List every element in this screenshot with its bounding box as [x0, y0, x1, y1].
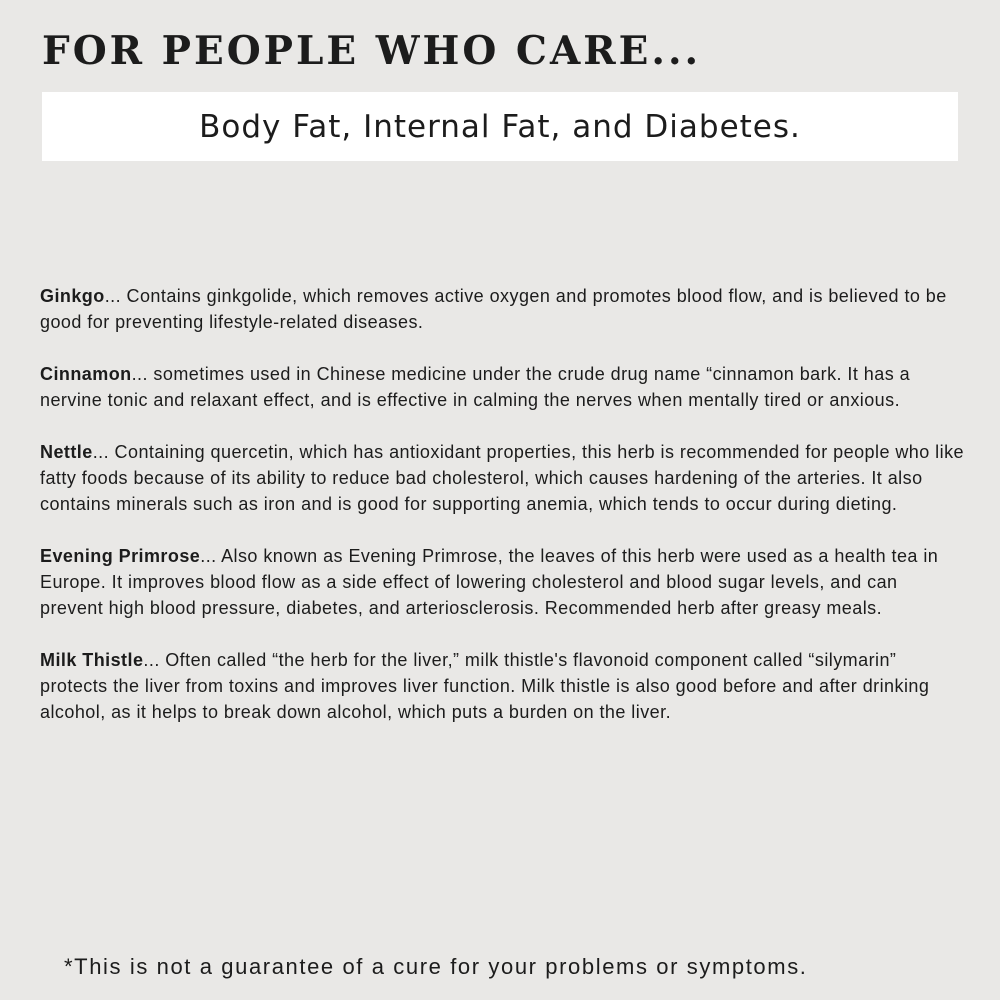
subtitle-text: Body Fat, Internal Fat, and Diabetes.: [199, 108, 801, 145]
herb-name: Nettle: [40, 442, 93, 462]
herb-name: Milk Thistle: [40, 650, 144, 670]
herb-description: Containing quercetin, which has antioxidant properties, this herb is recommended for people who like fatty foods because of its ability to reduce bad cholesterol, which causes hardening of the arteries. It also contains minerals such as iron and is good for supporting anemia, which tends to occur during dieting.: [40, 442, 964, 514]
herb-description: Often called “the herb for the liver,” milk thistle's flavonoid component called “silymarin” protects the liver from toxins and improves liver function. Milk thistle is also good before and after drinking alcohol, as it helps to break down alcohol, which puts a burden on the liver.: [40, 650, 930, 722]
herb-description: Also known as Evening Primrose, the leaves of this herb were used as a health tea in Europe. It improves blood flow as a side effect of lowering cholesterol and blood sugar levels, and can prevent high blood pressure, diabetes, and arteriosclerosis. Recommended herb after greasy meals.: [40, 546, 939, 618]
herb-description: Contains ginkgolide, which removes active oxygen and promotes blood flow, and is believed to be good for preventing lifestyle-related diseases.: [40, 286, 947, 332]
herb-separator: ...: [92, 442, 115, 462]
herb-list: [40, 283, 965, 751]
herb-separator: ...: [131, 364, 154, 384]
herb-item-nettle: [40, 439, 965, 517]
subtitle-banner: [42, 92, 958, 161]
herb-description: sometimes used in Chinese medicine under the crude drug name “cinnamon bark. It has a nervine tonic and relaxant effect, and is effective in calming the nerves when mentally tired or anxious.: [40, 364, 911, 410]
herb-item-milk-thistle: [40, 647, 965, 725]
herb-separator: ...: [143, 650, 166, 670]
herb-item-ginkgo: [40, 283, 965, 335]
disclaimer-note: *This is not a guarantee of a cure for your problems or symptoms.: [64, 954, 808, 979]
herb-name: Cinnamon: [40, 364, 132, 384]
herb-separator: ...: [200, 546, 222, 566]
herb-name: Evening Primrose: [40, 546, 201, 566]
herb-separator: ...: [104, 286, 127, 306]
herb-item-cinnamon: [40, 361, 965, 413]
page-heading: FOR PEOPLE WHO CARE...: [42, 28, 702, 74]
herb-item-evening-primrose: [40, 543, 965, 621]
herb-name: Ginkgo: [40, 286, 105, 306]
